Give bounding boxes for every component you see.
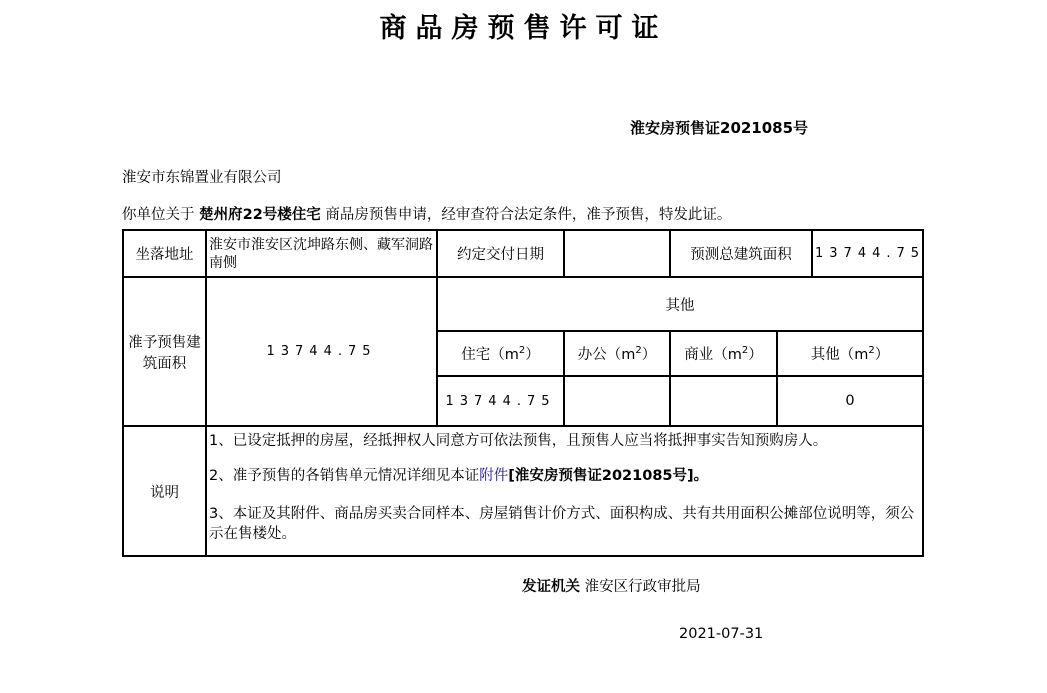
others-label: 其他 [810,347,840,363]
location-label: 坐落地址 [123,230,206,277]
issuer-label: 发证机关 [522,579,580,595]
unit-open: （m [606,347,636,363]
location-value: 淮安市淮安区沈坤路东侧、藏军洞路南侧 [206,230,437,277]
note-2-bracket-close: ]。 [687,468,709,484]
company-name: 淮安市东锦置业有限公司 [122,170,282,186]
delivery-date-value [564,230,670,277]
unit-open: （m [490,347,519,363]
office-header [564,331,670,376]
residential-header [437,331,564,376]
certificate-number: 淮安房预售证2021085号 [630,119,809,137]
unit-superscript: 2 [868,345,875,357]
attachment-link[interactable]: 附件 [479,468,509,484]
intro-prefix: 你单位关于 [122,207,195,223]
unit-superscript: 2 [635,345,642,357]
commercial-label: 商业 [684,347,714,363]
approved-area-label: 准予预售建筑面积 [123,277,206,426]
total-area-label: 预测总建筑面积 [670,230,812,277]
approved-area-value: 13744.75 [206,277,437,426]
issue-date: 2021-07-31 [679,626,764,642]
unit-close: ） [874,347,890,363]
unit-close: ） [641,347,657,363]
unit-open: （m [839,347,869,363]
delivery-date-label: 约定交付日期 [437,230,564,277]
note-3: 3、本证及其附件、商品房买卖合同样本、房屋销售计价方式、面积构成、共有共用面积公摊部位说明等，须公示在售楼处。 [209,506,915,542]
unit-close: ） [748,347,763,363]
other-header: 其他 [437,277,923,331]
residential-area-value: 13744.75 [437,376,564,426]
notes-label: 说明 [123,426,206,556]
others-area-value: 0 [777,376,923,426]
intro-suffix: 商品房预售申请，经审查符合法定条件，准予预售，特发此证。 [325,207,732,223]
note-2-bracket-open: [ [508,468,515,484]
intro-statement [122,203,731,224]
total-area-value: 13744.75 [812,230,923,277]
project-name: 楚州府22号楼住宅 [199,207,321,223]
residential-label: 住宅 [461,347,491,363]
office-label: 办公 [577,347,607,363]
unit-superscript: 2 [518,345,526,357]
note-2 [209,466,920,486]
document-title: 商品房预售许可证 [379,13,668,44]
notes-content [206,426,923,556]
commercial-header [670,331,777,376]
note-2-text: 2、准予预售的各销售单元情况详细见本证 [209,468,480,484]
office-area-value [564,376,670,426]
note-1: 1、已设定抵押的房屋，经抵押权人同意方可依法预售，且预售人应当将抵押事实告知预购房人。 [209,433,828,449]
issuing-authority [522,575,701,596]
permit-table [122,229,924,557]
others-header [777,331,923,376]
unit-open: （m [713,347,742,363]
unit-superscript: 2 [741,345,749,357]
commercial-area-value [670,376,777,426]
issuer-value: 淮安区行政审批局 [584,579,701,595]
note-2-cert-ref: 淮安房预售证2021085号 [514,468,687,484]
unit-close: ） [525,347,540,363]
